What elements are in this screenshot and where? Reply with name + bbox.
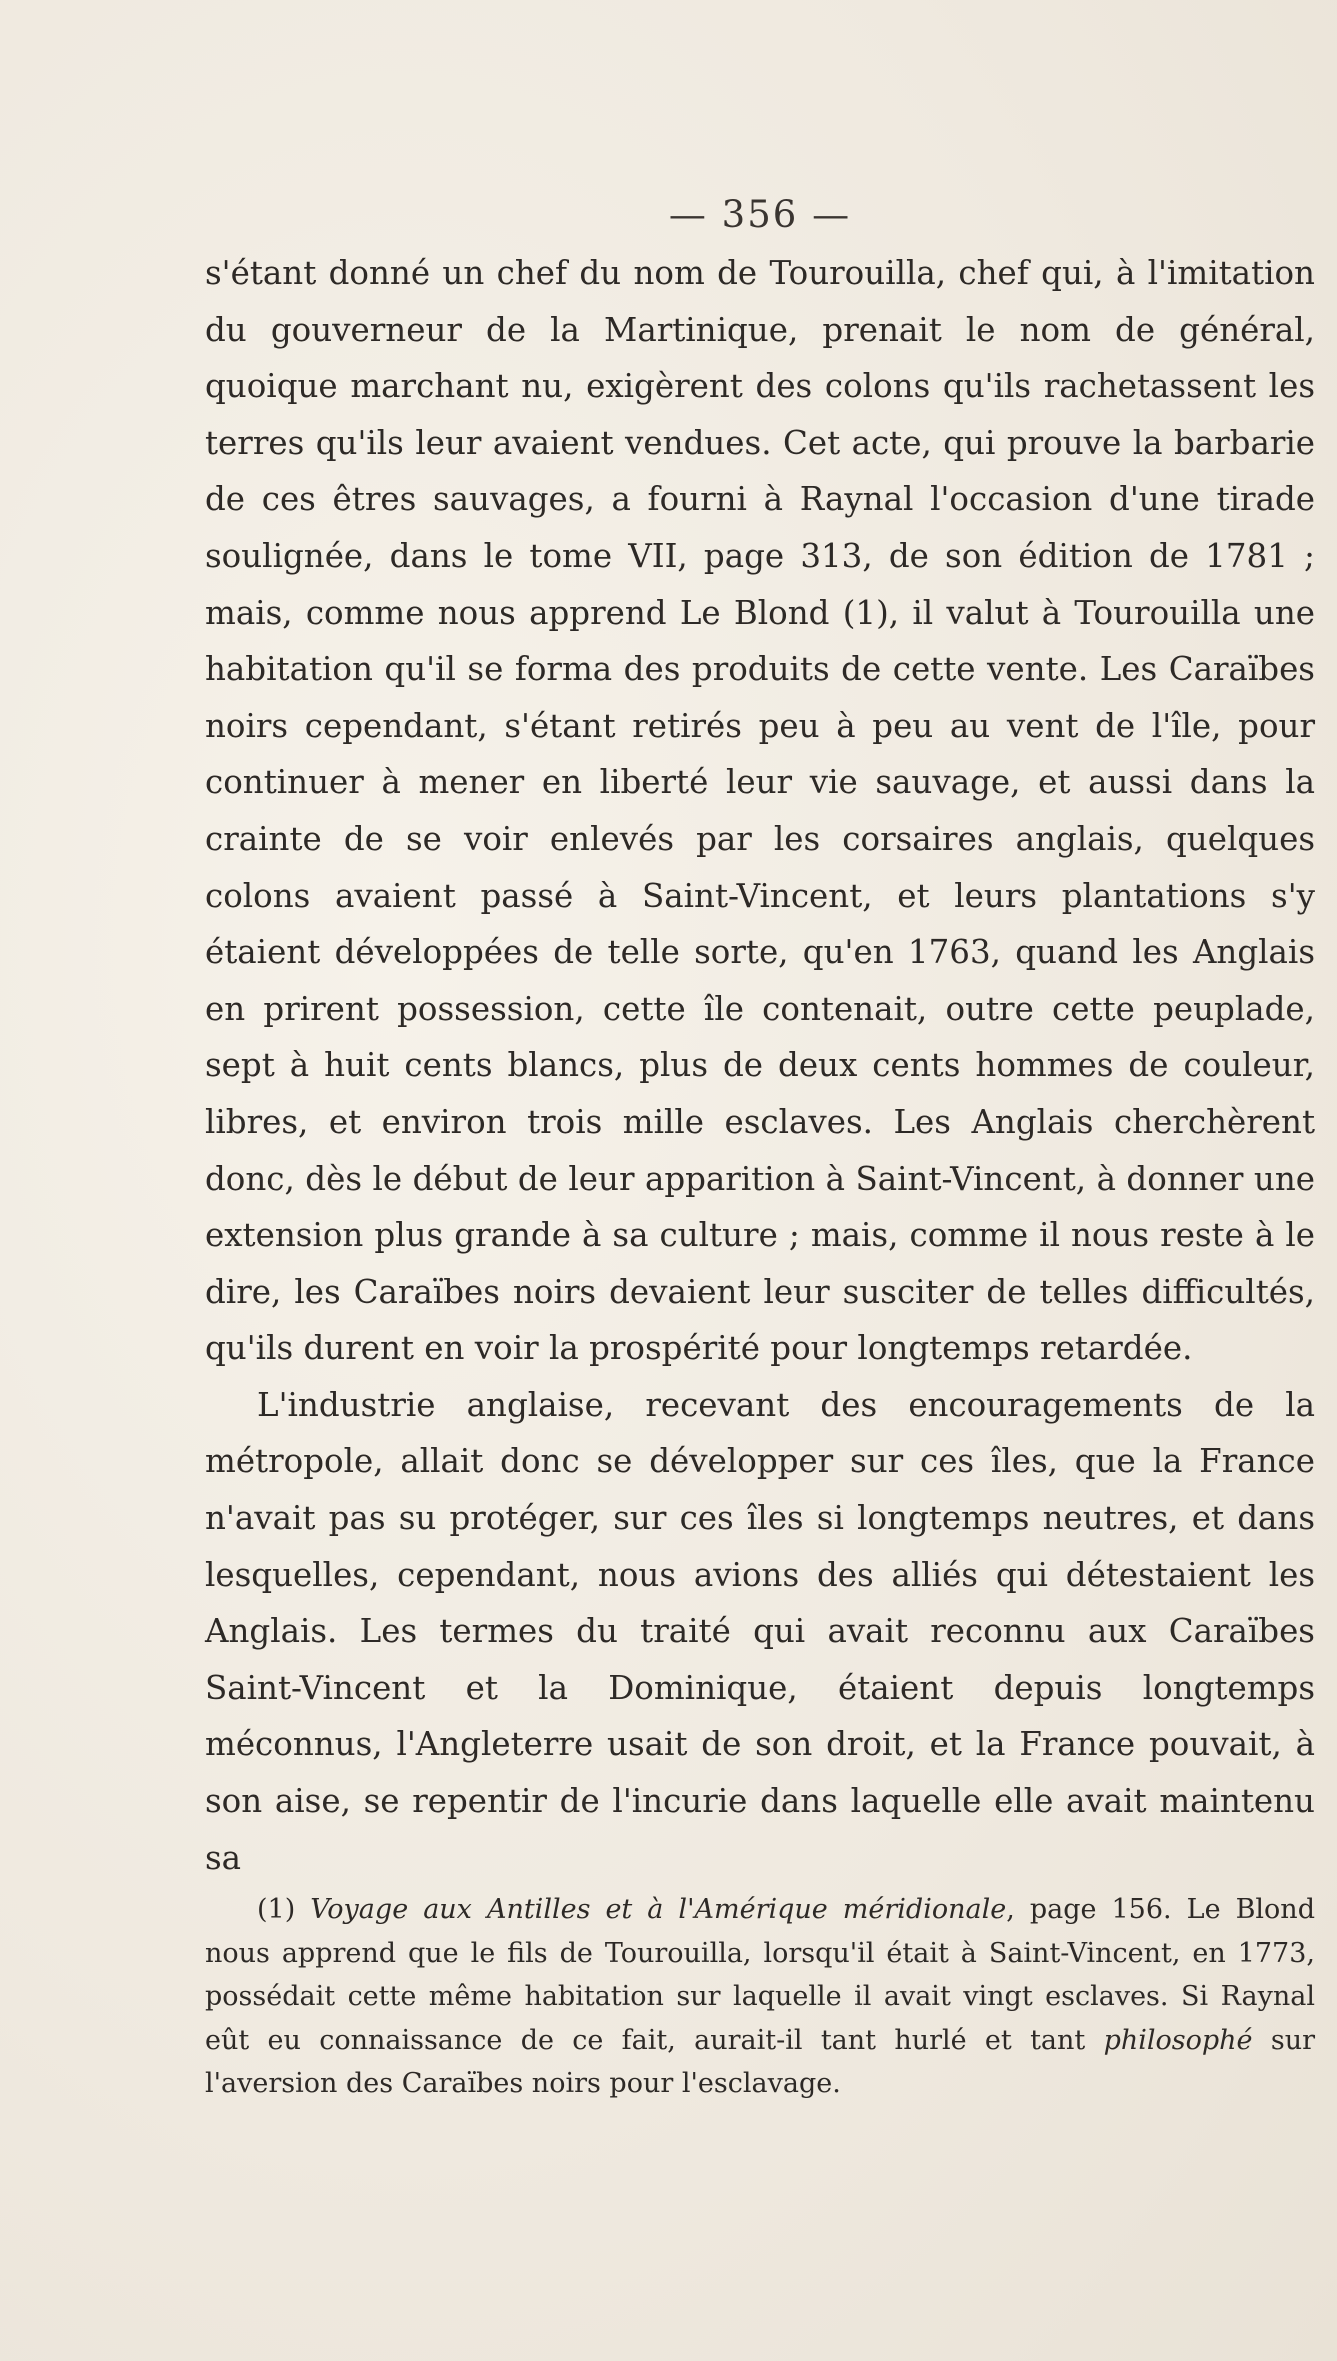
- footnote-section: [205, 1888, 1315, 2106]
- footnote-1: [205, 1888, 1315, 2106]
- paragraph-1: s'étant donné un chef du nom de Tourouilla, chef qui, à l'imitation du gouverneur de la Martinique, prenait le nom de général, quoique marchant nu, exigèrent des colons qu'ils rachetassent les terres qu'ils leur avaient vendues. Cet acte, qui prouve la barbarie de ces êtres sauvages, a fourni à Raynal l'occasion d'une tirade soulignée, dans le tome VII, page 313, de son édition de 1781 ; mais, comme nous apprend Le Blond (1), il valut à Tourouilla une habitation qu'il se forma des produits de cette vente. Les Caraïbes noirs cependant, s'étant retirés peu à peu au vent de l'île, pour continuer à mener en liberté leur vie sauvage, et aussi dans la crainte de se voir enlevés par les corsaires anglais, quelques colons avaient passé à Saint-Vincent, et leurs plantations s'y étaient développées de telle sorte, qu'en 1763, quand les Anglais en prirent possession, cette île contenait, outre cette peuplade, sept à huit cents blancs, plus de deux cents hommes de couleur, libres, et environ trois mille esclaves. Les Anglais cherchèrent donc, dès le début de leur apparition à Saint-Vincent, à donner une extension plus grande à sa culture ; mais, comme il nous reste à le dire, les Caraïbes noirs devaient leur susciter de telles difficultés, qu'ils durent en voir la prospérité pour longtemps retardée.: [205, 254, 1315, 1368]
- footnote-marker: (1): [257, 1894, 296, 1925]
- main-text: [205, 245, 1315, 1886]
- paragraph-2: L'industrie anglaise, recevant des encouragements de la métropole, allait donc se développer sur ces îles, que la France n'avait pas su protéger, sur ces îles si longtemps neutres, et dans lesquelles, cependant, nous avions des alliés qui détestaient les Anglais. Les termes du traité qui avait reconnu aux Caraïbes Saint-Vincent et la Dominique, étaient depuis longtemps méconnus, l'Angleterre usait de son droit, et la France pouvait, à son aise, se repentir de l'incurie dans laquelle elle avait maintenu sa: [205, 1385, 1315, 1877]
- footnote-book-title: Voyage aux Antilles et à l'Amérique méridionale: [310, 1894, 1007, 1925]
- page-number: — 356 —: [668, 193, 852, 236]
- footnote-emphasis: philosophé: [1103, 2024, 1253, 2056]
- footnote-text-a: , page 156. Le Blond nous apprend que le fils de Tourouilla, lorsqu'il était à Saint-Vincent, en 1773, possédait cette même habitation sur laquelle il avait vingt esclaves. Si Raynal eût eu connaissance de ce fait, aurait-il tant hurlé et tant: [205, 1894, 1315, 2056]
- book-page: [205, 0, 1320, 2361]
- footnote-text-b: sur l'aversion des Caraïbes noirs pour l'esclavage.: [205, 2024, 1315, 2100]
